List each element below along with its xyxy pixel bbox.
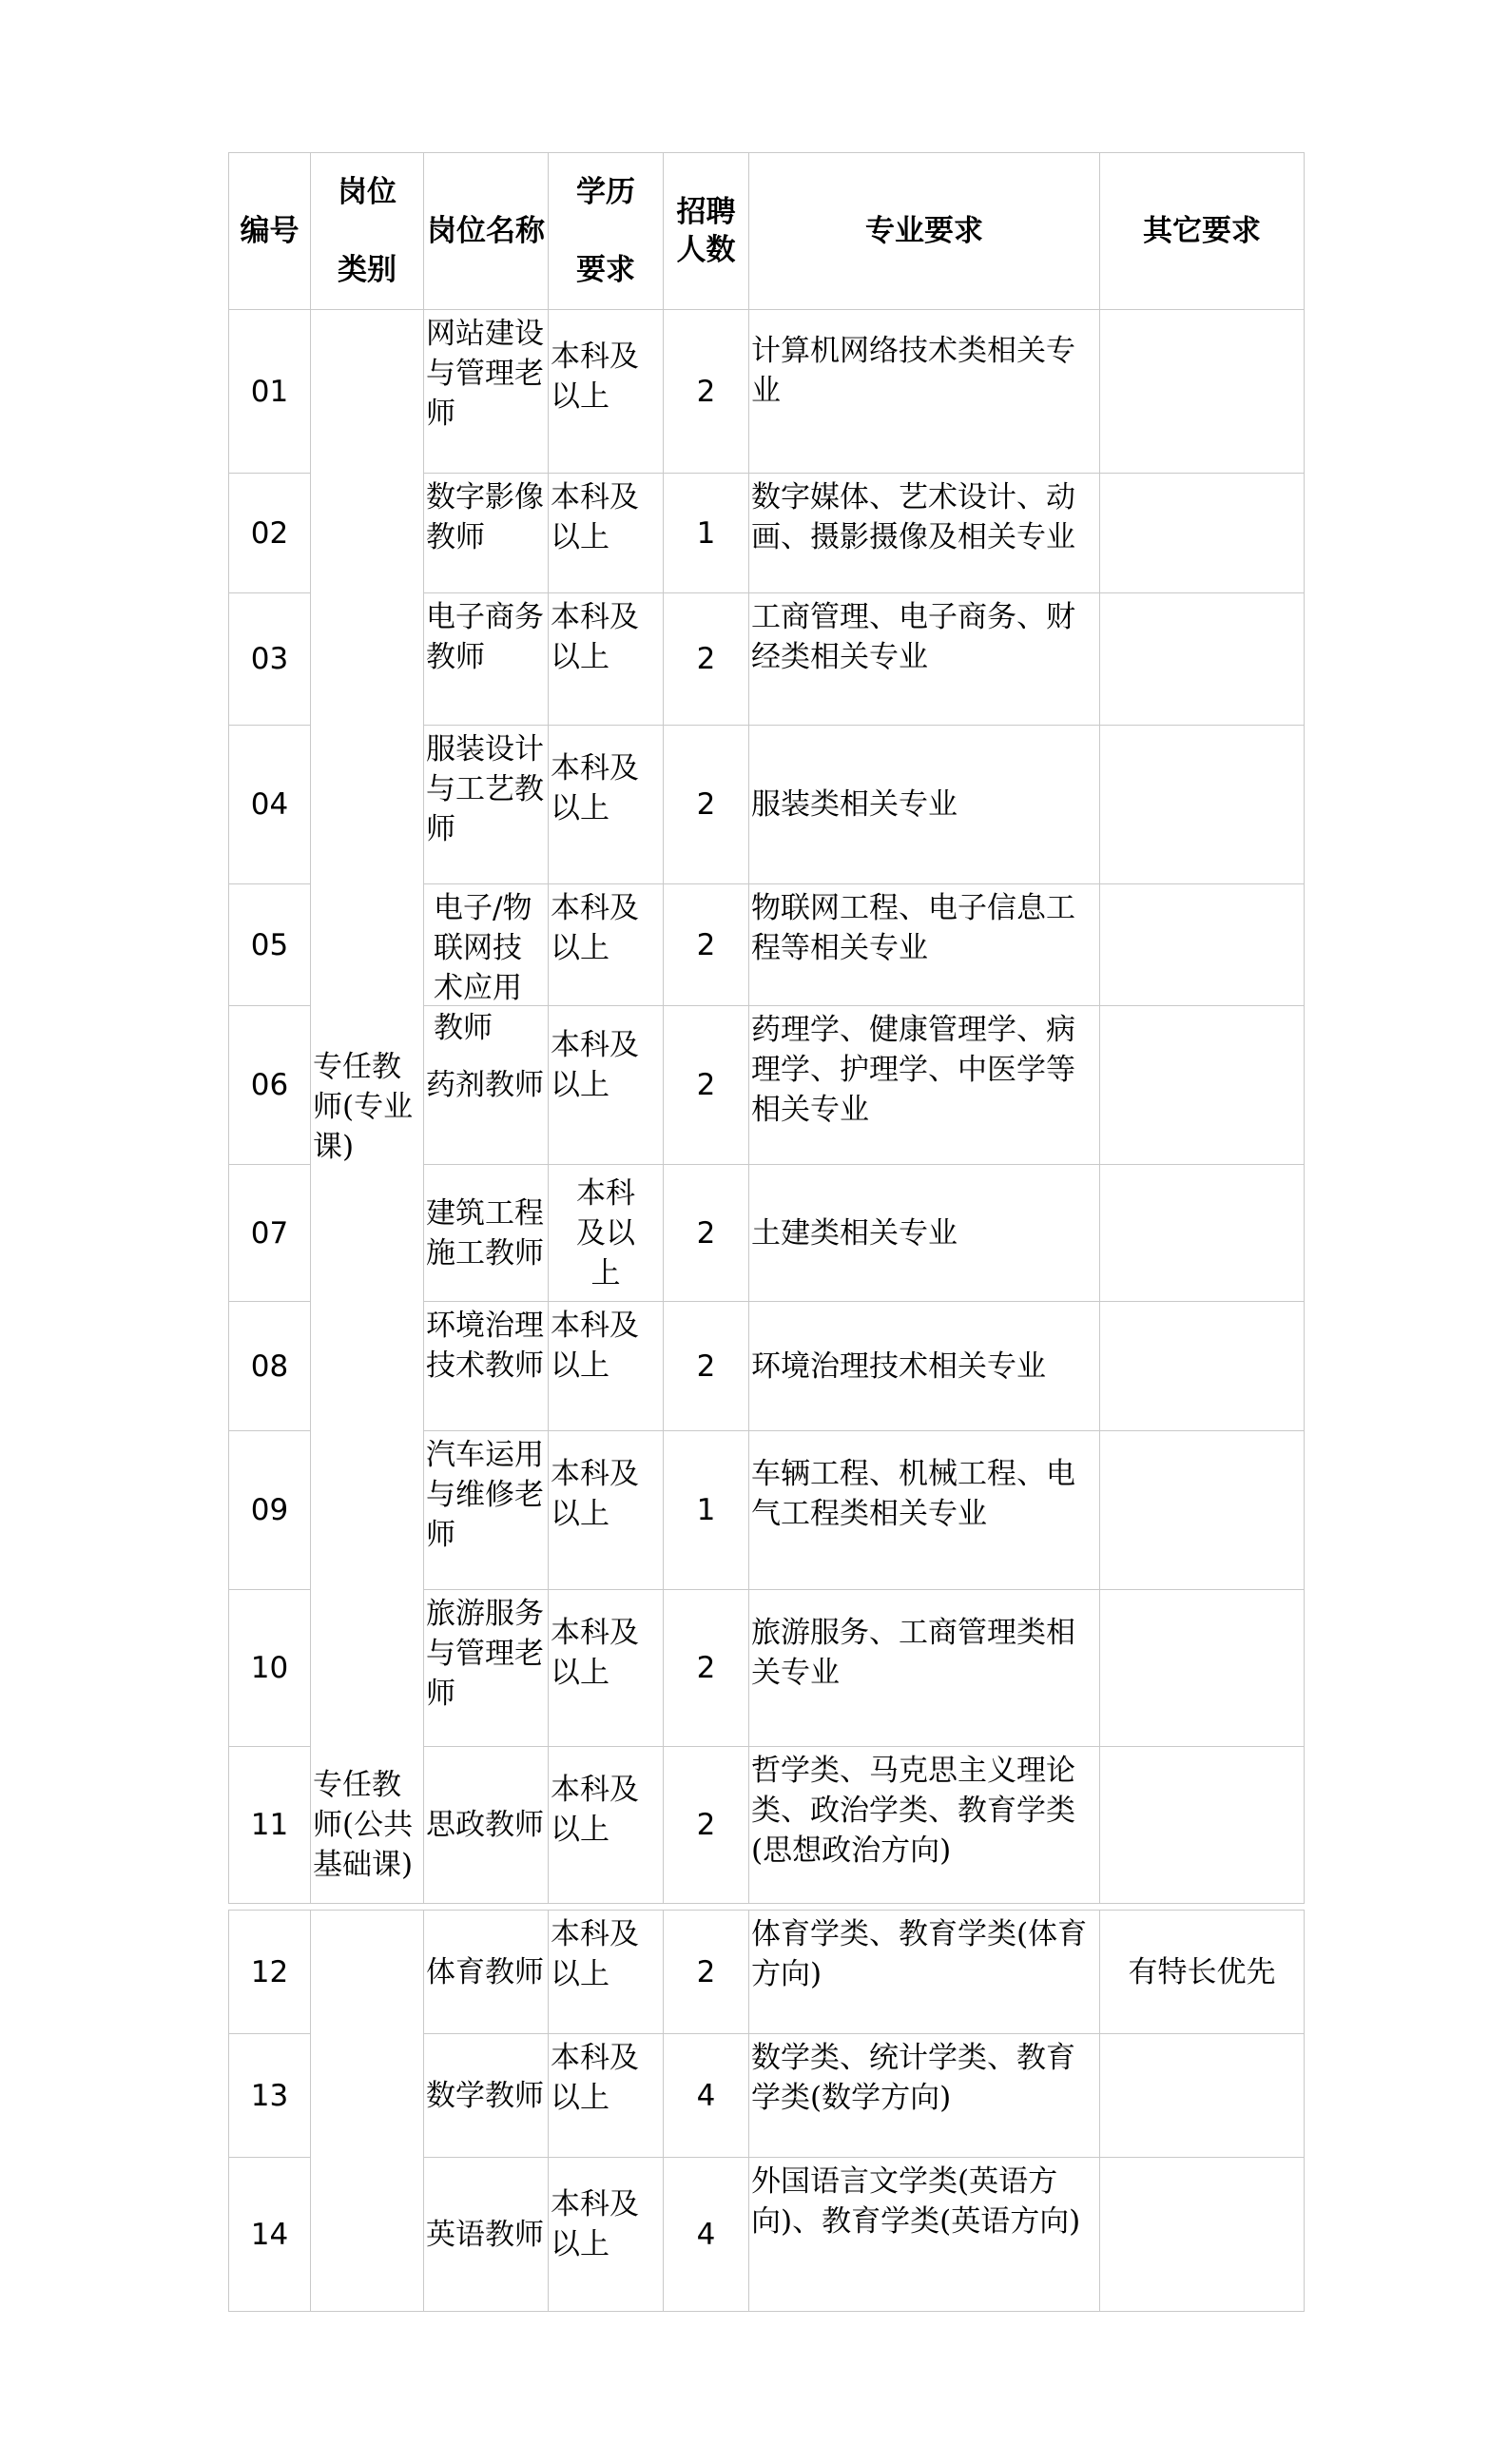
row-name-text: 思政教师 [426,1808,544,1842]
table-row-10-other [1099,1589,1305,1747]
row-major-text: 车辆工程、机械工程、电气工程类相关专业 [751,1457,1075,1531]
table-row-14-name [423,2157,549,2312]
table-row-03-edu [548,592,664,726]
header-edu [548,152,664,310]
row-name-text: 环境治理技术教师 [426,1309,544,1383]
table-row-04-no [228,725,311,884]
table-row-03-count [663,592,749,726]
row-count-text: 2 [696,1068,716,1102]
table-row-07-name [423,1164,549,1302]
row-count-text: 1 [696,515,716,551]
table-row-10-count [663,1589,749,1747]
row-no-text: 03 [250,642,289,676]
category-professional-text: 专任教师(专业课) [313,1049,414,1164]
table-row-13-other [1099,2033,1305,2158]
table-row-11-edu [548,1746,664,1904]
row-no-text: 02 [250,515,289,551]
row-name-text: 网站建设与管理老师 [426,317,544,431]
row-no-text: 06 [250,1068,289,1102]
table-row-03-name [423,592,549,726]
row-edu-text: 本科及以上 [551,2187,639,2261]
table-row-02-name [423,473,549,593]
row-no-text: 12 [250,1954,289,1989]
table-row-11-other [1099,1746,1305,1904]
table-row-07-edu [548,1164,664,1302]
header-edu-line1: 学历 [576,175,635,209]
table-row-03-major [748,592,1100,726]
table-row-08-major [748,1301,1100,1431]
category-professional-cell [310,309,424,1904]
category-public-continued-cell [310,1910,424,2312]
row-no-text: 14 [250,2217,289,2252]
table-row-06-other [1099,1005,1305,1165]
table-row-08-edu [548,1301,664,1431]
table-row-10-name [423,1589,549,1747]
row-edu-text: 本科及以上 [551,2041,639,2115]
table-row-01-no [228,309,311,474]
header-other [1099,152,1305,310]
row-no-text: 08 [250,1348,289,1384]
table-row-14-no [228,2157,311,2312]
row-major-text: 服装类相关专业 [751,787,958,822]
row-major-text: 药理学、健康管理学、病理学、护理学、中医学等相关专业 [751,1013,1075,1127]
table-row-07-other [1099,1164,1305,1302]
header-other-text: 其它要求 [1143,214,1261,248]
row-name-text: 建筑工程施工教师 [426,1195,544,1271]
row-major-text: 数学类、统计学类、教育学类(数学方向) [751,2041,1075,2115]
header-category-line2: 类别 [338,253,397,287]
table-row-10-no [228,1589,311,1747]
header-no [228,152,311,310]
table-row-11-major [748,1746,1100,1904]
table-row-05-count [663,883,749,1006]
header-category-line1: 岗位 [338,175,397,209]
table-row-07-no [228,1164,311,1302]
table-row-09-no [228,1430,311,1590]
row-count-text: 2 [696,1651,716,1685]
table-row-02-other [1099,473,1305,593]
header-major [748,152,1100,310]
row-edu-text: 本科及以上 [551,480,639,554]
table-row-02-major [748,473,1100,593]
table-row-03-no [228,592,311,726]
table-row-11-count [663,1746,749,1904]
row-edu-text: 本科及以上 [551,1773,639,1847]
table-row-02-no [228,473,311,593]
row-name-text: 旅游服务与管理老师 [426,1597,544,1711]
table-row-07-count [663,1164,749,1302]
table-row-10-edu [548,1589,664,1747]
row-count-text: 4 [696,2078,716,2113]
row-count-text: 2 [696,1348,716,1384]
table-row-10-major [748,1589,1100,1747]
table-row-06-major [748,1005,1100,1165]
table-row-14-other [1099,2157,1305,2312]
row-count-text: 2 [696,374,716,409]
category-public-cell [310,1746,424,1904]
row-count-text: 2 [696,1215,716,1251]
table-row-06-count [663,1005,749,1165]
row-name-text: 服装设计与工艺教师 [426,732,544,846]
table-row-07-major [748,1164,1100,1302]
table-row-13-count [663,2033,749,2158]
row-edu-text: 本科及以上 [551,1917,639,1991]
table-row-04-count [663,725,749,884]
table-row-04-major [748,725,1100,884]
row-count-text: 1 [696,1493,716,1527]
row-edu-text: 本科及以上 [551,1309,639,1383]
table-row-12-other [1099,1910,1305,2034]
row-count-text: 4 [696,2217,716,2252]
table-row-05-other [1099,883,1305,1006]
table-row-06-name [423,1005,549,1165]
row-no-text: 01 [250,374,289,409]
table-row-03-other [1099,592,1305,726]
row-major-text: 土建类相关专业 [751,1215,958,1251]
table-row-04-other [1099,725,1305,884]
table-row-13-major [748,2033,1100,2158]
header-name [423,152,549,310]
table-row-01-edu [548,309,664,474]
table-row-12-edu [548,1910,664,2034]
table-row-05-edu [548,883,664,1006]
row-name-text: 英语教师 [426,2217,544,2252]
row-no-text: 09 [250,1493,289,1527]
header-no-text: 编号 [240,214,300,248]
row-no-text: 05 [250,927,289,962]
row-no-text: 04 [250,787,289,822]
row-other-text: 有特长优先 [1128,1954,1276,1989]
table-row-02-edu [548,473,664,593]
row-count-text: 2 [696,642,716,676]
table-row-14-count [663,2157,749,2312]
row-count-text: 2 [696,1808,716,1842]
table-row-06-no [228,1005,311,1165]
table-row-13-edu [548,2033,664,2158]
row-major-text: 物联网工程、电子信息工程等相关专业 [751,891,1075,965]
table-row-13-name [423,2033,549,2158]
row-edu-text: 本科及以上 [551,751,639,825]
table-row-09-major [748,1430,1100,1590]
header-count-text: 招聘人数 [676,195,736,267]
row-no-text: 11 [250,1808,289,1842]
table-row-09-name [423,1430,549,1590]
table-row-01-other [1099,309,1305,474]
table-row-08-name [423,1301,549,1431]
table-row-08-count [663,1301,749,1431]
category-public-text: 专任教师(公共基础课) [313,1767,414,1882]
header-category [310,152,424,310]
row-major-text: 计算机网络技术类相关专业 [751,334,1075,408]
row-no-text: 13 [250,2078,289,2113]
table-row-08-no [228,1301,311,1431]
header-name-text: 岗位名称 [427,214,545,248]
row-name-text: 数字影像教师 [426,480,544,554]
row-count-text: 2 [696,927,716,962]
table-row-11-name [423,1746,549,1904]
row-no-text: 10 [250,1651,289,1685]
table-row-05-name [423,883,549,1045]
table-row-05-major [748,883,1100,1006]
row-edu-text: 本科及以上 [551,600,639,674]
row-edu-text: 本科及以上 [551,1616,639,1690]
table-row-08-other [1099,1301,1305,1431]
row-count-text: 2 [696,1954,716,1989]
row-edu-text: 本科及以上 [551,1457,639,1531]
table-row-01-name [423,309,549,474]
table-row-01-count [663,309,749,474]
row-major-text: 环境治理技术相关专业 [751,1348,1046,1384]
row-name-text: 电子商务教师 [426,600,544,674]
row-count-text: 2 [696,787,716,822]
row-edu-text: 本科及以上 [551,340,639,414]
row-name-text: 体育教师 [426,1954,544,1989]
table-row-04-edu [548,725,664,884]
row-no-text: 07 [250,1215,289,1251]
row-edu-text: 本科及以上 [551,891,639,965]
table-row-09-edu [548,1430,664,1590]
header-edu-line2: 要求 [576,253,635,287]
row-name-text: 药剂教师 [426,1068,544,1102]
table-row-02-count [663,473,749,593]
table-row-04-name [423,725,549,884]
header-major-text: 专业要求 [865,214,983,248]
table-row-12-count [663,1910,749,2034]
table-row-11-no [228,1746,311,1904]
row-major-text: 哲学类、马克思主义理论类、政治学类、教育学类(思想政治方向) [751,1754,1075,1868]
row-major-text: 外国语言文学类(英语方向)、教育学类(英语方向) [751,2164,1081,2239]
row-edu-text: 本科及以上 [576,1175,635,1290]
row-name-text: 电子/物联网技术应用教师 [434,891,532,1045]
table-row-12-major [748,1910,1100,2034]
table-row-09-other [1099,1430,1305,1590]
table-row-01-major [748,309,1100,474]
row-major-text: 数字媒体、艺术设计、动画、摄影摄像及相关专业 [751,480,1075,554]
table-row-14-major [748,2157,1100,2312]
table-row-09-count [663,1430,749,1590]
table-row-05-no [228,883,311,1006]
row-name-text: 数学教师 [426,2078,544,2113]
table-row-14-edu [548,2157,664,2312]
row-major-text: 工商管理、电子商务、财经类相关专业 [751,600,1075,674]
header-count [663,152,749,310]
row-name-text: 汽车运用与维修老师 [426,1438,544,1552]
row-major-text: 旅游服务、工商管理类相关专业 [751,1616,1075,1690]
table-row-12-no [228,1910,311,2034]
row-edu-text: 本科及以上 [551,1028,639,1102]
table-row-12-name [423,1910,549,2034]
table-row-13-no [228,2033,311,2158]
row-major-text: 体育学类、教育学类(体育方向) [751,1917,1088,1991]
table-row-06-edu [548,1005,664,1165]
